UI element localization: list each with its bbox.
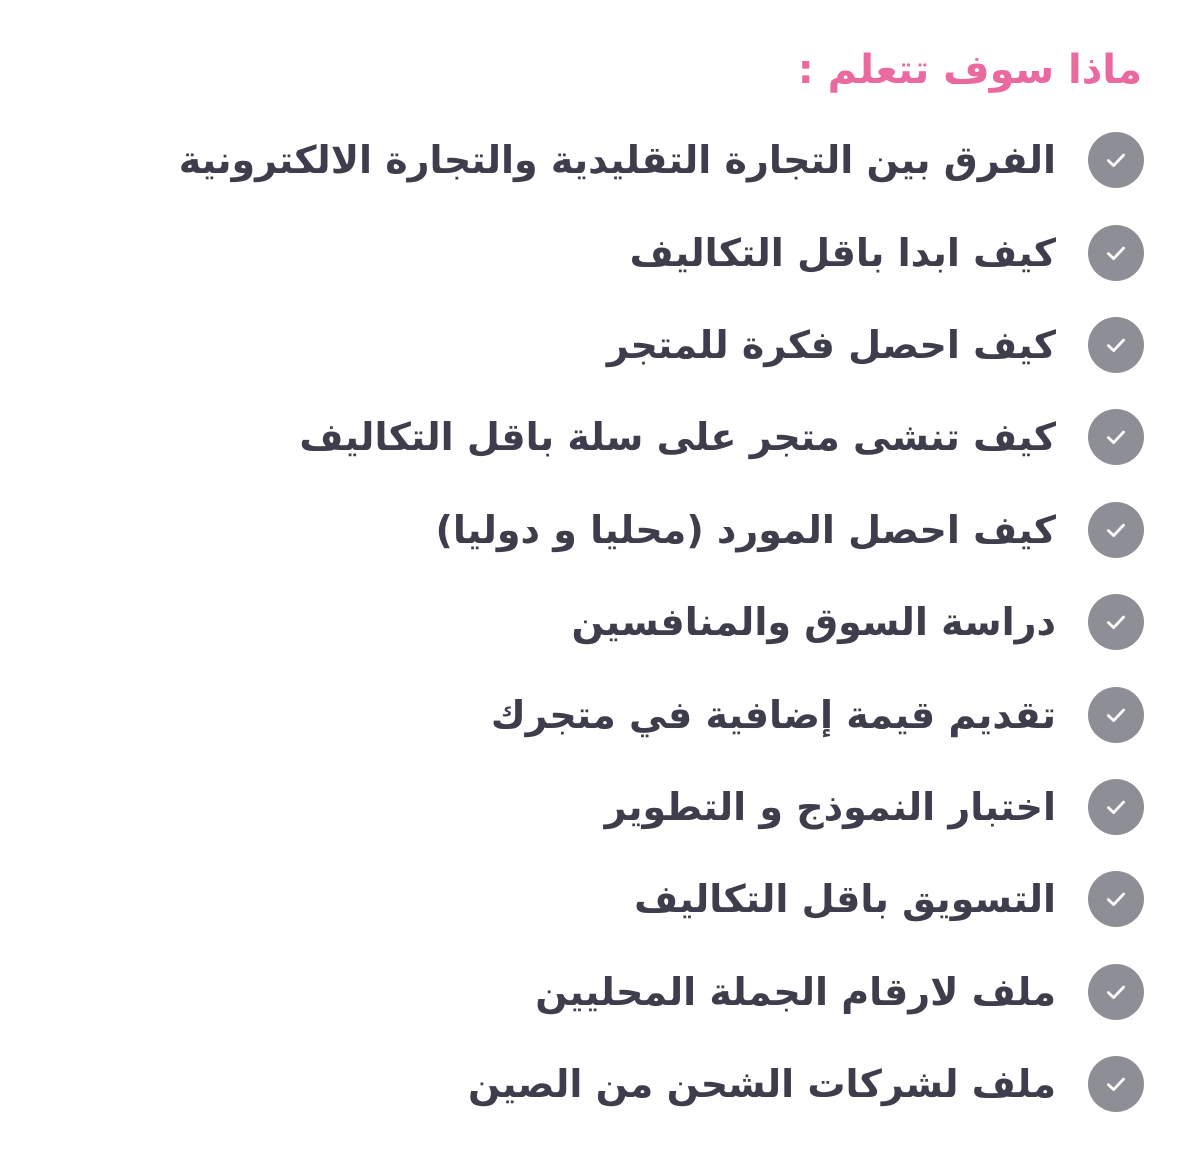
- list-item-label: التسويق باقل التكاليف: [634, 877, 1056, 922]
- list-item: [179, 484, 1144, 576]
- check-circle-icon: [1088, 502, 1144, 558]
- check-circle-icon: [1088, 132, 1144, 188]
- list-item: [179, 391, 1144, 483]
- check-circle-icon: [1088, 871, 1144, 927]
- list-item: [179, 668, 1144, 760]
- list-item-label: ملف لارقام الجملة المحليين: [535, 969, 1056, 1014]
- list-item-label: كيف تنشى متجر على سلة باقل التكاليف: [299, 415, 1056, 460]
- list-item-label: اختبار النموذج و التطوير: [604, 784, 1056, 829]
- section-title: ماذا سوف تتعلم :: [797, 47, 1142, 93]
- check-circle-icon: [1088, 594, 1144, 650]
- list-item: [179, 114, 1144, 206]
- list-item: [179, 946, 1144, 1038]
- list-item: [179, 299, 1144, 391]
- check-circle-icon: [1088, 779, 1144, 835]
- check-circle-icon: [1088, 964, 1144, 1020]
- list-item-label: كيف ابدا باقل التكاليف: [629, 230, 1056, 275]
- list-item-label: دراسة السوق والمنافسين: [571, 600, 1056, 645]
- check-circle-icon: [1088, 409, 1144, 465]
- list-item: [179, 1038, 1144, 1130]
- list-item: [179, 853, 1144, 945]
- outcome-list: [179, 114, 1144, 1130]
- check-circle-icon: [1088, 1056, 1144, 1112]
- check-circle-icon: [1088, 225, 1144, 281]
- check-circle-icon: [1088, 687, 1144, 743]
- list-item-label: الفرق بين التجارة التقليدية والتجارة الالكترونية: [178, 138, 1056, 183]
- list-item-label: كيف احصل فكرة للمتجر: [606, 322, 1056, 367]
- list-item: [179, 576, 1144, 668]
- list-item-label: كيف احصل المورد (محليا و دوليا): [435, 507, 1056, 552]
- list-item: [179, 206, 1144, 298]
- list-item-label: ملف لشركات الشحن من الصين: [467, 1062, 1056, 1107]
- list-item-label: تقديم قيمة إضافية في متجرك: [490, 692, 1056, 737]
- check-circle-icon: [1088, 317, 1144, 373]
- list-item: [179, 761, 1144, 853]
